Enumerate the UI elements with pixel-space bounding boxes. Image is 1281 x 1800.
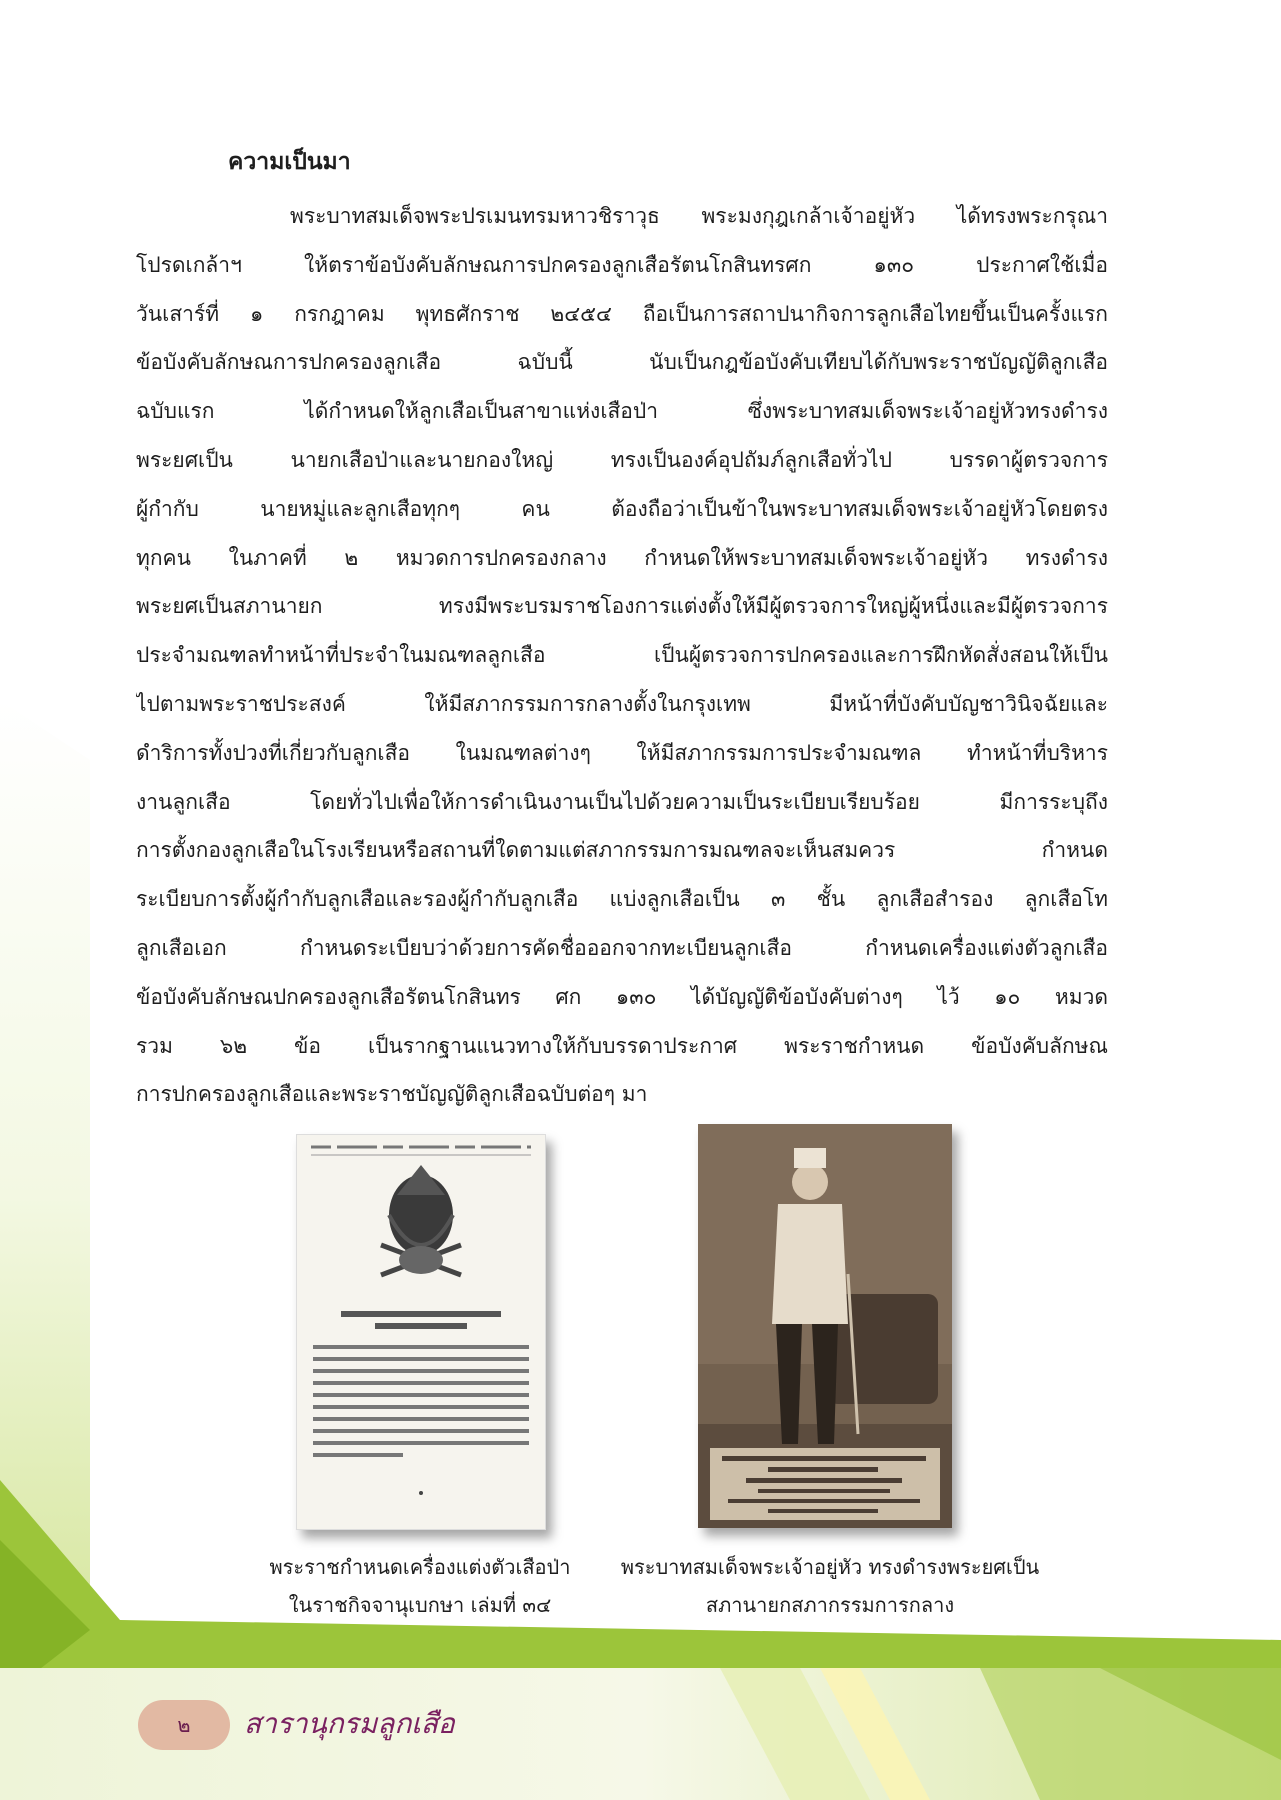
right-caption-line-1: พระบาทสมเด็จพระเจ้าอยู่หัว ทรงดำรงพระยศเป็น <box>620 1555 1040 1579</box>
paragraph-line: พระบาทสมเด็จพระปรเมนทรมหาวชิราวุธ พระมงกุฎเกล้าเจ้าอยู่หัว ได้ทรงพระกรุณา <box>290 204 1108 228</box>
body-paragraph <box>136 192 1108 1119</box>
left-caption-line-2: ในราชกิจจานุเบกษา เล่มที่ ๓๔ <box>288 1593 552 1617</box>
paragraph-line: การตั้งกองลูกเสือในโรงเรียนหรือสถานที่ใดตามแต่สภากรรมการมณฑลจะเห็นสมควร กำหนด <box>136 838 1108 863</box>
paragraph-line: ระเบียบการตั้งผู้กำกับลูกเสือและรองผู้กำกับลูกเสือ แบ่งลูกเสือเป็น ๓ ชั้น ลูกเสือสำรอง ลูกเสือโท <box>136 887 1108 912</box>
gazette-page-image <box>296 1134 546 1530</box>
paragraph-line: ประจำมณฑลทำหน้าที่ประจำในมณฑลลูกเสือ เป็นผู้ตรวจการปกครองและการฝึกหัดสั่งสอนให้เป็น <box>136 643 1108 668</box>
paragraph-line: ไปตามพระราชประสงค์ ให้มีสภากรรมการกลางตั้งในกรุงเทพ มีหน้าที่บังคับบัญชาวินิจฉัยและ <box>136 691 1108 716</box>
section-heading: ความเป็นมา <box>228 149 351 175</box>
paragraph-line: งานลูกเสือ โดยทั่วไปเพื่อให้การดำเนินงานเป็นไปด้วยความเป็นระเบียบเรียบร้อย มีการระบุถึง <box>136 789 1108 814</box>
left-caption-line-1: พระราชกำหนดเครื่องแต่งตัวเสือป่า <box>269 1555 571 1579</box>
paragraph-line: รวม ๖๒ ข้อ เป็นรากฐานแนวทางให้กับบรรดาประกาศ พระราชกำหนด ข้อบังคับลักษณ <box>136 1033 1108 1058</box>
footer-book-title: สารานุกรมลูกเสือ <box>244 1707 455 1740</box>
right-figure-caption <box>600 1548 1060 1624</box>
portrait-illustration <box>698 1124 952 1528</box>
paragraph-line: ข้อบังคับลักษณการปกครองลูกเสือ ฉบับนี้ นับเป็นกฎข้อบังคับเทียบได้กับพระราชบัญญัติลูกเสือ <box>136 350 1108 375</box>
paragraph-line: พระยศเป็นสภานายก ทรงมีพระบรมราชโองการแต่งตั้งให้มีผู้ตรวจการใหญ่ผู้หนึ่งและมีผู้ตรวจการ <box>136 594 1108 619</box>
paragraph-line: พระยศเป็น นายกเสือป่าและนายกองใหญ่ ทรงเป็นองค์อุปถัมภ์ลูกเสือทั่วไป บรรดาผู้ตรวจการ <box>136 447 1108 472</box>
paragraph-line: การปกครองลูกเสือและพระราชบัญญัติลูกเสือฉบับต่อๆ มา <box>136 1082 648 1107</box>
left-figure-caption <box>240 1548 600 1624</box>
paragraph-line: วันเสาร์ที่ ๑ กรกฎาคม พุทธศักราช ๒๔๕๔ ถือเป็นการสถาปนากิจการลูกเสือไทยขึ้นเป็นครั้งแรก <box>136 301 1108 326</box>
paragraph-line: ผู้กำกับ นายหมู่และลูกเสือทุกๆ คน ต้องถือว่าเป็นข้าในพระบาทสมเด็จพระเจ้าอยู่หัวโดยตรง <box>136 496 1108 521</box>
paragraph-line: โปรดเกล้าฯ ให้ตราข้อบังคับลักษณการปกครองลูกเสือรัตนโกสินทรศก ๑๓๐ ประกาศใช้เมื่อ <box>136 252 1108 277</box>
king-portrait-photo <box>698 1124 952 1528</box>
right-caption-line-2: สภานายกสภากรรมการกลาง <box>705 1593 955 1617</box>
paragraph-line: ทุกคน ในภาคที่ ๒ หมวดการปกครองกลาง กำหนดให้พระบาทสมเด็จพระเจ้าอยู่หัว ทรงดำรง <box>136 545 1108 570</box>
paragraph-line: ข้อบังคับลักษณปกครองลูกเสือรัตนโกสินทร ศก ๑๓๐ ได้บัญญัติข้อบังคับต่างๆ ไว้ ๑๐ หมวด <box>136 984 1108 1009</box>
paragraph-line: ลูกเสือเอก กำหนดระเบียบว่าด้วยการคัดชื่อออกจากทะเบียนลูกเสือ กำหนดเครื่องแต่งตัวลูกเสือ <box>136 935 1108 960</box>
paragraph-line: ดำริการทั้งปวงที่เกี่ยวกับลูกเสือ ในมณฑลต่างๆ ให้มีสภากรรมการประจำมณฑล ทำหน้าที่บริหาร <box>136 740 1108 765</box>
gazette-page-illustration <box>297 1135 545 1529</box>
paragraph-line: ฉบับแรก ได้กำหนดให้ลูกเสือเป็นสาขาแห่งเสือป่า ซึ่งพระบาทสมเด็จพระเจ้าอยู่หัวทรงดำรง <box>136 399 1108 424</box>
page-number-badge: ๒ <box>138 1700 230 1750</box>
